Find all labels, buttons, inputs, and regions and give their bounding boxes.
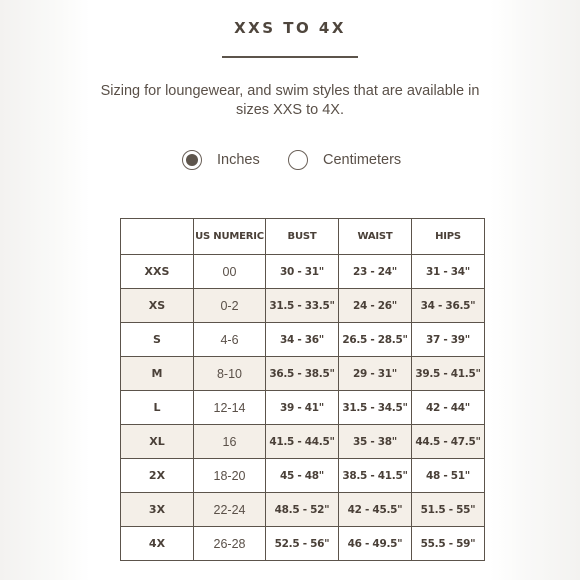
centimeters-label: Centimeters <box>323 152 402 168</box>
us-numeric-cell: 4-6 <box>194 323 266 357</box>
us-numeric-cell: 18-20 <box>194 459 266 493</box>
centimeters-radio[interactable] <box>288 150 308 170</box>
bust-cell: 36.5 - 38.5" <box>266 357 339 391</box>
us-numeric-cell: 22-24 <box>194 493 266 527</box>
table-row <box>121 493 485 527</box>
title-underline <box>222 56 358 58</box>
us-numeric-cell: 00 <box>194 255 266 289</box>
bust-cell: 31.5 - 33.5" <box>266 289 339 323</box>
bust-cell: 48.5 - 52" <box>266 493 339 527</box>
header-size <box>121 219 194 255</box>
hips-cell: 42 - 44" <box>412 391 485 425</box>
table-row <box>121 255 485 289</box>
waist-cell: 35 - 38" <box>339 425 412 459</box>
unit-toggle <box>0 146 580 174</box>
us-numeric-cell: 0-2 <box>194 289 266 323</box>
inches-radio[interactable] <box>182 150 202 170</box>
size-cell: XXS <box>121 255 194 289</box>
table-row <box>121 323 485 357</box>
hips-cell: 34 - 36.5" <box>412 289 485 323</box>
waist-cell: 38.5 - 41.5" <box>339 459 412 493</box>
size-cell: XS <box>121 289 194 323</box>
header-bust: BUST <box>266 219 339 255</box>
size-cell: 2X <box>121 459 194 493</box>
hips-cell: 31 - 34" <box>412 255 485 289</box>
size-cell: 4X <box>121 527 194 561</box>
bust-cell: 45 - 48" <box>266 459 339 493</box>
bust-cell: 52.5 - 56" <box>266 527 339 561</box>
hips-cell: 55.5 - 59" <box>412 527 485 561</box>
bust-cell: 30 - 31" <box>266 255 339 289</box>
header-hips: HIPS <box>412 219 485 255</box>
bust-cell: 34 - 36" <box>266 323 339 357</box>
size-chart-table <box>120 218 485 561</box>
hips-cell: 48 - 51" <box>412 459 485 493</box>
us-numeric-cell: 12-14 <box>194 391 266 425</box>
inches-label: Inches <box>217 152 260 168</box>
size-cell: XL <box>121 425 194 459</box>
hips-cell: 44.5 - 47.5" <box>412 425 485 459</box>
table-row <box>121 459 485 493</box>
table-row <box>121 357 485 391</box>
us-numeric-cell: 8-10 <box>194 357 266 391</box>
size-cell: M <box>121 357 194 391</box>
size-guide-description: Sizing for loungewear, and swim styles that are available in sizes XXS to 4X. <box>100 83 480 118</box>
waist-cell: 31.5 - 34.5" <box>339 391 412 425</box>
size-cell: L <box>121 391 194 425</box>
waist-cell: 46 - 49.5" <box>339 527 412 561</box>
unit-option-inches[interactable] <box>182 146 260 174</box>
bust-cell: 41.5 - 44.5" <box>266 425 339 459</box>
radio-selected-dot <box>186 154 198 166</box>
page-title: XXS TO 4X <box>234 19 346 37</box>
waist-cell: 23 - 24" <box>339 255 412 289</box>
hips-cell: 39.5 - 41.5" <box>412 357 485 391</box>
size-cell: S <box>121 323 194 357</box>
table-row <box>121 289 485 323</box>
us-numeric-cell: 26-28 <box>194 527 266 561</box>
table-header-row <box>121 219 485 255</box>
hips-cell: 51.5 - 55" <box>412 493 485 527</box>
header-us-numeric: US NUMERIC <box>194 219 266 255</box>
table-row <box>121 391 485 425</box>
waist-cell: 29 - 31" <box>339 357 412 391</box>
bust-cell: 39 - 41" <box>266 391 339 425</box>
hips-cell: 37 - 39" <box>412 323 485 357</box>
unit-option-centimeters[interactable] <box>288 146 401 174</box>
table-row <box>121 527 485 561</box>
waist-cell: 24 - 26" <box>339 289 412 323</box>
table-row <box>121 425 485 459</box>
waist-cell: 26.5 - 28.5" <box>339 323 412 357</box>
header-waist: WAIST <box>339 219 412 255</box>
waist-cell: 42 - 45.5" <box>339 493 412 527</box>
us-numeric-cell: 16 <box>194 425 266 459</box>
size-cell: 3X <box>121 493 194 527</box>
